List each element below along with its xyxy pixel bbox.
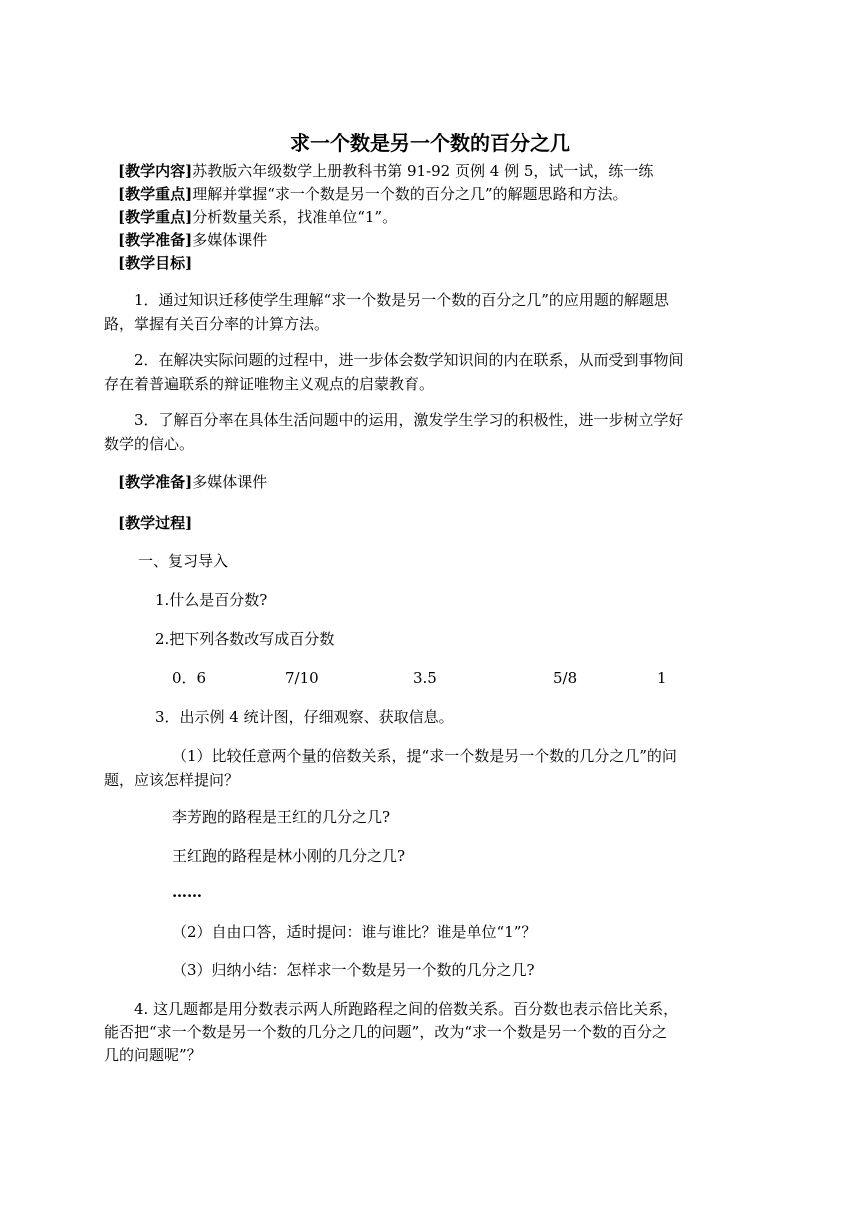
goal-1-line-2: 路，掌握有关百分率的计算方法。: [104, 315, 330, 333]
prep-text: 多媒体课件: [192, 473, 268, 491]
ellipsis: ……: [172, 883, 202, 901]
question-2: 2.把下列各数改写成百分数: [155, 630, 335, 648]
header-label: [教学重点]: [118, 208, 193, 226]
subquestion-1-line-2: 题，应该怎样提问？: [104, 771, 240, 789]
goal-1-line-1: 1．通过知识迁移使学生理解“求一个数是另一个数的百分之几”的应用题的解题思: [134, 291, 669, 309]
header-key-points: [118, 184, 628, 204]
subquestion-2: （2）自由口答，适时提问：谁与谁比？谁是单位“1”？: [172, 923, 537, 941]
process-line: [118, 513, 192, 533]
header-label: [教学内容]: [118, 162, 193, 180]
number-item: 5/8: [553, 669, 578, 687]
header-text: 苏教版六年级数学上册教科书第 91-92 页例 4 例 5，试一试，练一练: [192, 162, 654, 180]
header-preparation: [118, 230, 267, 250]
process-label: [教学过程]: [118, 514, 193, 532]
paragraph-4-line-1: 4. 这几题都是用分数表示两人所跑路程之间的倍数关系。百分数也表示倍比关系，: [134, 1000, 679, 1018]
header-label: [教学重点]: [118, 185, 193, 203]
page-title: 求一个数是另一个数的百分之几: [290, 131, 570, 155]
header-text: 分析数量关系，找准单位“1”。: [192, 208, 398, 226]
goal-3-line-2: 数学的信心。: [104, 435, 195, 453]
question-3: 3．出示例 4 统计图，仔细观察、获取信息。: [155, 708, 454, 726]
goal-2-line-2: 存在着普遍联系的辩证唯物主义观点的启蒙教育。: [104, 375, 435, 393]
goal-2-line-1: 2．在解决实际问题的过程中，进一步体会数学知识间的内在联系，从而受到事物间: [134, 351, 684, 369]
header-content: [118, 161, 653, 181]
header-text: 理解并掌握“求一个数是另一个数的百分之几”的解题思路和方法。: [192, 185, 628, 203]
number-item: 0．6: [172, 669, 207, 687]
prep-label: [教学准备]: [118, 473, 193, 491]
paragraph-4-line-3: 几的问题呢”？: [104, 1046, 202, 1064]
header-goals: [118, 253, 192, 273]
section-review-heading: 一、复习导入: [138, 552, 229, 570]
header-difficulty: [118, 207, 397, 227]
numbers-row: [0, 668, 860, 688]
header-label: [教学准备]: [118, 231, 193, 249]
goal-3-line-1: 3．了解百分率在具体生活问题中的运用，激发学生学习的积极性，进一步树立学好: [134, 411, 684, 429]
prep-line: [118, 472, 267, 492]
subquestion-3: （3）归纳小结：怎样求一个数是另一个数的几分之几?: [172, 961, 535, 979]
example-question-1: 李芳跑的路程是王红的几分之几?: [172, 808, 391, 826]
header-label: [教学目标]: [118, 254, 193, 272]
paragraph-4-line-2: 能否把“求一个数是另一个数的几分之几的问题”，改为“求一个数是另一个数的百分之: [104, 1023, 668, 1041]
number-item: 3.5: [413, 669, 437, 687]
question-1: 1.什么是百分数?: [155, 591, 268, 609]
header-text: 多媒体课件: [192, 231, 268, 249]
example-question-2: 王红跑的路程是林小刚的几分之几?: [172, 847, 406, 865]
subquestion-1-line-1: （1）比较任意两个量的倍数关系，提“求一个数是另一个数的几分之几”的问: [172, 747, 677, 765]
number-item: 7/10: [285, 669, 319, 687]
number-item: 1: [657, 669, 667, 687]
